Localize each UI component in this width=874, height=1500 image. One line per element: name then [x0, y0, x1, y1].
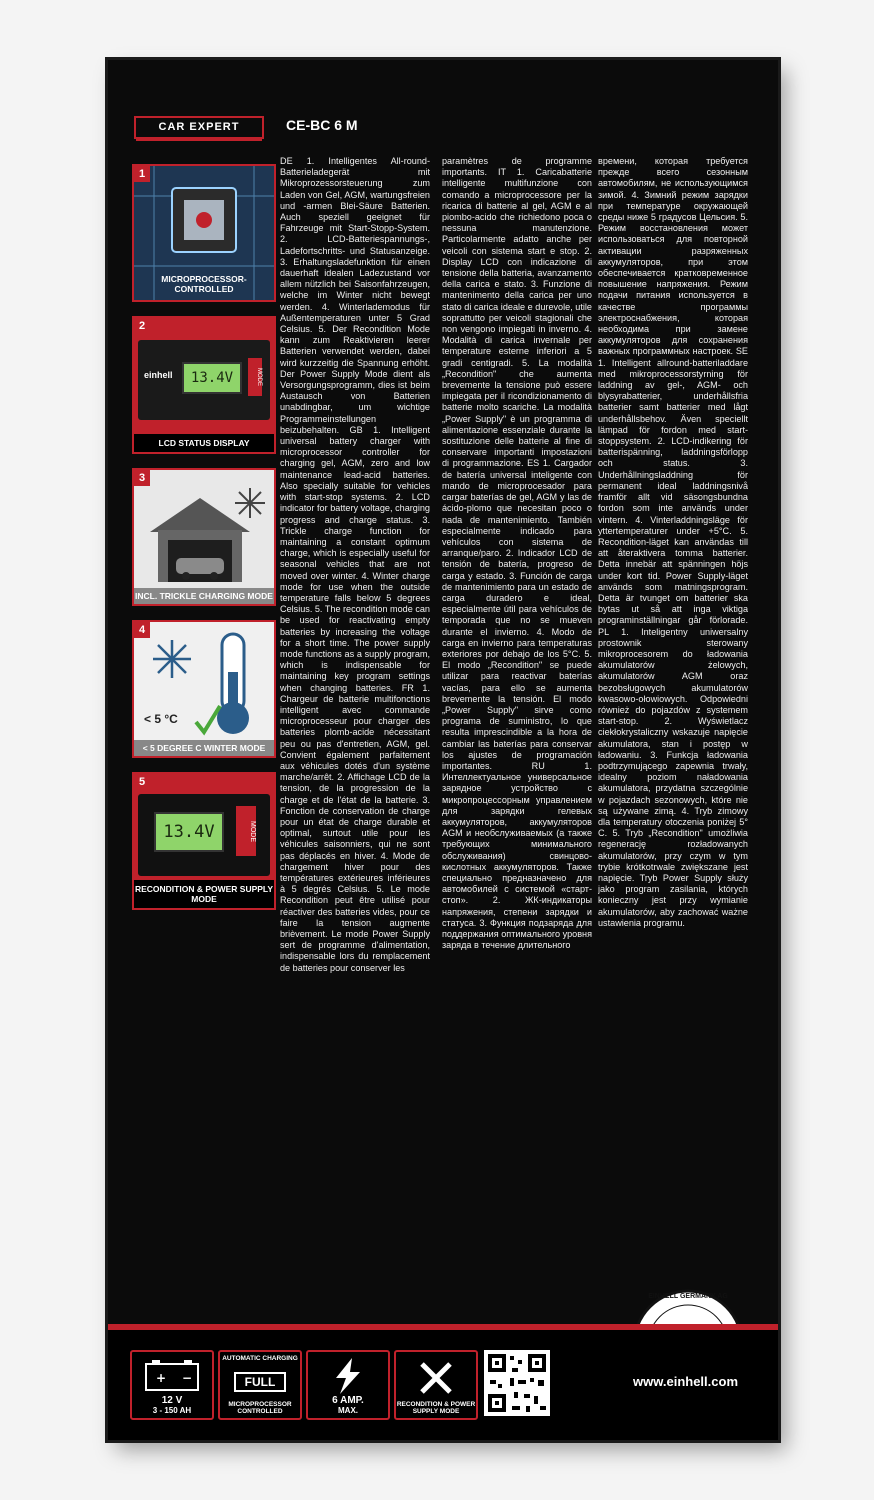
snowflake-icon: [235, 488, 265, 518]
auto-charging-label: AUTOMATIC CHARGING: [222, 1355, 298, 1362]
einhell-logo: einhell: [144, 370, 173, 380]
garage-car-icon: [134, 470, 274, 604]
text-column-1: DE 1. Intelligentes All-round-Batterieladegerät mit Mikroprozessorsteuerung zum Laden von Gel, AGM, wartungsfreien und -armen Blei-Säure Batterien. Auch speziell geeignet für Fahrzeuge mit Start-Stopp-System. 2. LCD-Batteriespannungs-, Ladefortschritts- und Statusanzeige. 3. Erhaltungsladefunktion für einen dauerhaft idealen Ladezustand vor allem nützlich bei Saisonfahrzeugen, welche im Winter nicht bewegt werden. 4. Winterlademodus für Außentemperaturen unter 5 Grad Celsius. 5. Der Recondition Mode kann zum Reaktivieren leerer Batterien verwendet werden, dabei wird kurzzeitig die Spannung erhöht. Der Power Supply Mode dient als Versorgungsprogramm, dies ist beim Austausch von Batterien unabdingbar, um wichtige Programmeinstellungen beizubehalten. GB 1. Intelligent universal battery charger with microprocessor controller for charging gel, AGM, zero and low maintenance lead-acid batteries. Also specially suitable for vehicles with start-stop systems. 2. LCD indicator for battery voltage, charging progress and charge status. 3. Trickle charge function for maintaining a constant optimum charge, which is especially useful for seasonal vehicles that are not moved over winter. 4. Winter charge mode for use when the outside temperature falls below 5 degrees Celsius. 5. The recondition mode can be used for reactivating empty batteries by increasing the voltage for a short time. The power supply mode functions as a supply program, which is indispensable for maintaining key program settings when changing batteries. FR 1. Chargeur de batterie multifonctions intelligent avec commande microprocesseur pour charger des batteries plomb-acide nécessitant peu ou pas d'entretien, AGM, gel. Convient également parfaitement aux véhicules dotés d'un système marche/arrêt. 2. Affichage LCD de la tension, de la progression de la charge et de l'état de la batterie. 3. Fonction de conservation de charge pour un état de charge durable et optimal, surtout utile pour les véhicules saisonniers, qui ne sont pas déplacés en hiver. 4. Mode de chargement hiver pour des températures extérieures inférieures à 5 degrés Celsius. 5. Le mode Recondition peut être utilisé pour réactiver des batteries vides, pour ce faire la tension augmente brièvement. Le mode Power Supply sert de programme d'alimentation, indispensable lors du remplacement de batteries pour conserver les: [280, 156, 430, 973]
panel-number: 5: [134, 774, 150, 790]
mode-button: MODE: [236, 806, 256, 856]
recondition-label: RECONDITION & POWER SUPPLY MODE: [396, 1401, 476, 1415]
full-charge-feature: [218, 1350, 302, 1420]
feature-panel-trickle: [132, 468, 276, 606]
amp-feature: [306, 1350, 390, 1420]
feature-panel-lcd: [132, 316, 276, 454]
charger-body: [138, 340, 270, 420]
amp-max: MAX.: [338, 1406, 358, 1415]
text-column-2: paramètres de programme importants. IT 1. Caricabatterie intelligente multifunzione con comando a microprocessore per la ricarica di batterie al gel, AGM e al piombo-acido che richiedono poca o nessuna manutenzione. Particolarmente adatto anche per veicoli con sistema start e stop. 2. Display LCD con indicazione di tensione della batteria, avanzamento della carica e stato. 3. Funzione di mantenimento della carica per uno stato di carica ideale e durevole, utile soprattutto per veicoli stagionali che non vengono impiegati in inverno. 4. Modalità di carica invernale per temperature esterne inferiori a 5 gradi centigradi. 5. La modalità „Recondition" che aumenta brevemente la tensione può essere impiegata per il ricondizionamento di batterie molto scariche. La modalità „Power Supply" è un programma di alimentazione essenziale durante la sostituzione delle batterie al fine di conservare importanti impostazioni di programmazione. ES 1. Cargador de batería universal inteligente con mando de microprocesador para cargar baterías de gel, AGM y las de ácido-plomo que necesitan poco o nada de mantenimiento. También especialmente indicado para vehículos con sistema de arranque/paro. 2. Indicador LCD de tensión de batería, progreso de carga y estado. 3. Función de carga de mantenimiento para un estado de carga duradero e ideal, especialmente útil para vehículos de temporada que no se mueven durante el invierno. 4. Modo de carga en invierno para temperaturas exteriores por debajo de los 5°C. 5. El modo „Recondition" se puede utilizar para reactivar baterías vacías, para ello se aumenta brevemente la tensión. El modo „Power Supply" sirve como programa de suministro, lo que resulta imprescindible a la hora de cambiar las baterías para conservar los ajustes de programación importantes. RU 1. Интеллектуальное универсальное зарядное устройство с микропроцессорным управлением для зарядки гелевых аккумуляторов, аккумуляторов AGM и необслуживаемых (а также требующих минимального обслуживания) свинцово-кислотных аккумуляторов. Также специально предназначено для автомобилей с системой «старт-стоп». 2. ЖК-индикаторы напряжения, степени зарядки и статуса. 3. Функция подзаряда для поддержания оптимального уровня заряда в течение длительного: [442, 156, 592, 951]
brand-logo: CAR EXPERT: [134, 116, 264, 139]
model-name: CE-BC 6 M: [286, 117, 358, 133]
mode-button: MODE: [248, 358, 262, 396]
seal-ring-text: EINHELL GERMANY AG: [648, 1293, 728, 1300]
qr-code-icon: [484, 1350, 550, 1416]
panel-number: 2: [134, 318, 150, 334]
footer-bar: [108, 1330, 778, 1440]
temp-label: < 5 °C: [144, 712, 178, 726]
feature-panel-winter: [132, 620, 276, 758]
amp-value: 6 AMP.: [332, 1395, 364, 1406]
panel-number: 3: [134, 470, 150, 486]
product-box: [108, 60, 778, 1440]
panel-number: 1: [134, 166, 150, 182]
charger-body: [138, 794, 270, 876]
micro-controlled-label: MICROPROCESSOR CONTROLLED: [228, 1401, 292, 1415]
recondition-feature: [394, 1350, 478, 1420]
lightning-icon: [308, 1356, 388, 1396]
tools-icon: [396, 1356, 476, 1396]
battery-icon: [132, 1356, 212, 1396]
svg-text:−: −: [182, 1371, 193, 1385]
panel-caption: LCD STATUS DISPLAY: [134, 434, 274, 452]
text-column-3: времени, которая требуется прежде всего сезонным автомобилям, не использующимся зимой. 4. Зимний режим зарядки при температуре окружающей среды ниже 5 градусов Цельсия. 5. Режим восстановления может использоваться для повторной активации разряженных аккумуляторов, при этом обеспечивается кратковременное повышение напряжения. Режим подачи питания используется в качестве программы электроснабжения, которая необходима при замене аккумуляторов для сохранения важных программных настроек. SE 1. Intelligent allround-batteriladdare med mikroprocessorstyrning för laddning av gel-, AGM- och blysyrabatterier, underhållsfria batterier samt batterier med lågt underhållsbehov. Även speciellt lämpad för fordon med start-stoppsystem. 2. LCD-indikering för batterispänning, laddningsförlopp och status. 3. Underhållningsladdning för permanent ideal laddningsnivå framför allt vid säsongsbundna fordon som inte används under vintern. 4. Vinterladdningsläge för yttertemperaturer under +5°C. 5. Recondition-läget kan användas till att återaktivera tomma batterier. Detta innebär att spänningen höjs under kort tid. Power Supply-läget används som matningsprogram. Detta är tvunget om batterier ska bytas ut så att inga viktiga programinställningar går förlorade. PL 1. Inteligentny uniwersalny prostownik sterowany mikroprocesorem do ładowania akumulatorów żelowych, akumulatorów AGM oraz bezobsługowych akumulatorów kwasowo-ołowiowych. Odpowiedni również do pojazdów z systemem start-stop. 2. Wyświetlacz ciekłokrystaliczny wskazuje napięcie akumulatora, stan i postęp w ładowaniu. 3. Funkcja ładowania podtrzymującego zapewnia trwały, idealny poziom naładowania akumulatora, przydatna szczególnie w pojazdach sezonowych, które nie są używane zimą. 4. Tryb zimowy dla temperatury otoczenia poniżej 5° C. 5. Tryb „Recondition" umożliwia regenerację rozładowanych akumulatorów, przy czym w tym trybie krótkotrwale zwiększane jest napięcie. Tryb Power Supply służy jako program zasilania, których konieczny jest przy wymianie akumulatorów, aby zachować ważne ustawienia programu.: [598, 156, 748, 928]
battery-capacity: 3 - 150 AH: [152, 1406, 192, 1415]
lcd-display: 13.4V: [182, 362, 242, 394]
checkmark-icon: [196, 706, 220, 732]
website-url[interactable]: www.einhell.com: [633, 1374, 738, 1389]
panel-caption: INCL. TRICKLE CHARGING MODE: [134, 588, 274, 604]
feature-panel-microprocessor: [132, 164, 276, 302]
full-battery-icon: FULL: [234, 1372, 286, 1392]
snowflake-icon: [153, 640, 191, 678]
panel-caption: < 5 DEGREE C WINTER MODE: [134, 740, 274, 756]
feature-panel-recondition: [132, 772, 276, 910]
thermometer-icon: [217, 634, 249, 734]
lcd-display: 13.4V: [154, 812, 224, 852]
panel-caption: RECONDITION & POWER SUPPLY MODE: [134, 880, 274, 908]
panel-caption: MICROPROCESSOR-CONTROLLED: [161, 274, 247, 294]
battery-feature: [130, 1350, 214, 1420]
battery-voltage: 12 V: [161, 1395, 183, 1406]
svg-text:+: +: [156, 1371, 167, 1385]
panel-number: 4: [134, 622, 150, 638]
